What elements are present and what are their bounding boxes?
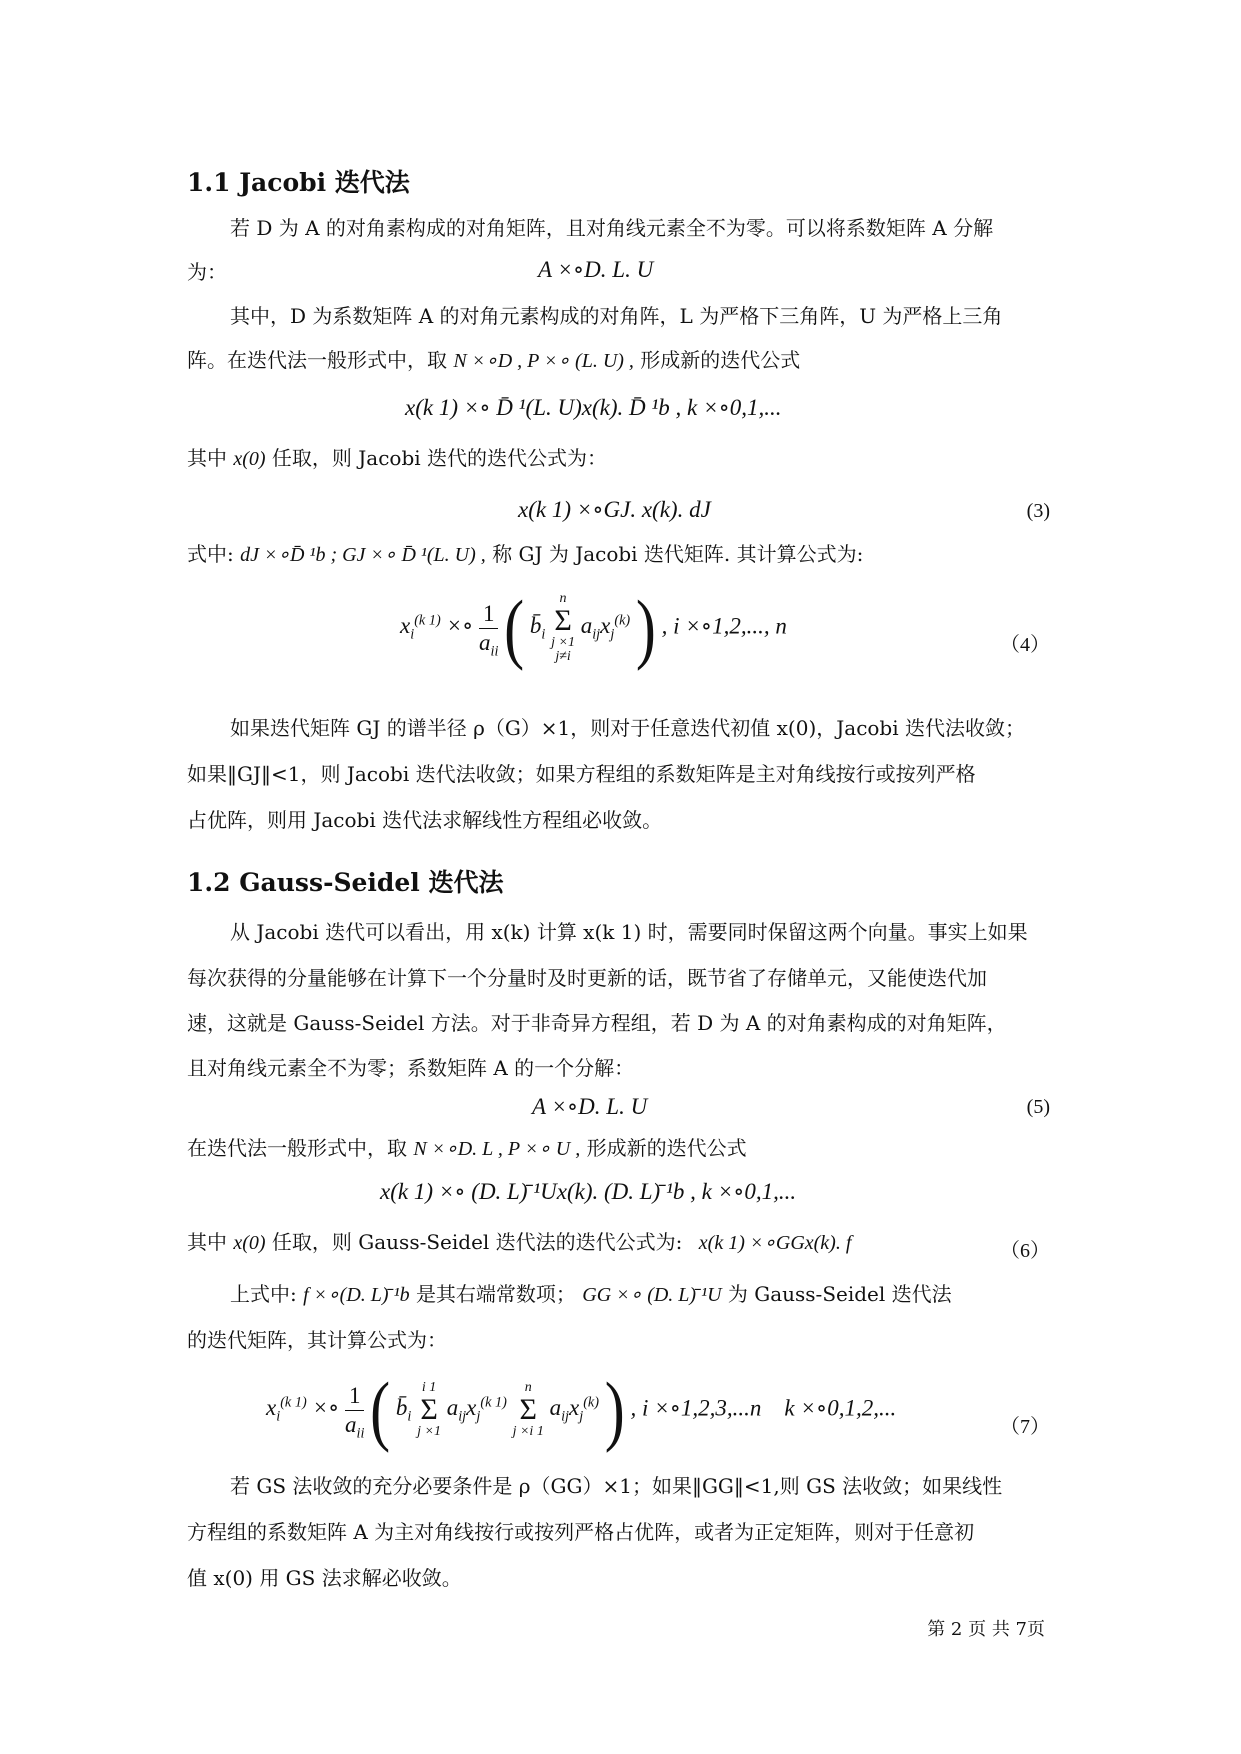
s2-p2-text-a: 在迭代法一般形式中，取 [187, 1136, 407, 1160]
s1-paragraph-3 [187, 448, 607, 469]
s1-p2-text-b: 形成新的迭代公式 [640, 348, 801, 372]
s2-paragraph-5-line-3: 值 x(0) 用 GS 法求解必收敛。 [187, 1566, 462, 1590]
s1-paragraph-2-line-1: 其中，D 为系数矩阵 A 的对角元素构成的对角阵，L 为严格下三角阵，U 为严格上三角 [230, 304, 1003, 328]
s2-p4-text-c: 为 Gauss-Seidel 迭代法 [727, 1282, 952, 1306]
equation-6: x(k 1) ×∘GGx(k). f [698, 1232, 852, 1254]
s2-paragraph-4-line-1 [230, 1284, 952, 1305]
equation-split: A ×∘D. L. U [538, 257, 654, 282]
s2-p4-math-1: f ×∘(D. L)̄ ¹b [303, 1284, 410, 1306]
s2-paragraph-3 [187, 1232, 851, 1253]
page-footer: 第 2 页 共 7页 [927, 1619, 1045, 1640]
s2-paragraph-5-line-2: 方程组的系数矩阵 A 为主对角线按行或按列严格占优阵，或者为正定矩阵，则对于任意初 [187, 1520, 975, 1544]
s1-paragraph-5-line-2: 如果‖GJ‖<1，则 Jacobi 迭代法收敛；如果方程组的系数矩阵是主对角线按行或按列严格 [187, 762, 976, 786]
s2-p3-text-a: 其中 [187, 1230, 227, 1254]
equation-6-number: （6） [1000, 1240, 1050, 1262]
equation-jacobi-general: x(k 1) ×∘ D̄ ¹(L. U)x(k). D̄ ¹b , k ×∘0,1,... [405, 395, 782, 420]
s1-p3-text-a: 其中 [187, 446, 227, 470]
equation-3: x(k 1) ×∘GJ. x(k). dJ [518, 497, 711, 522]
s2-paragraph-5-line-1: 若 GS 法收敛的充分必要条件是 ρ（GG）×1；如果‖GG‖<1,则 GS 法收敛；如果线性 [230, 1474, 1003, 1498]
s1-p4-math: dJ ×∘D̄ ¹b ; GJ ×∘ D̄ ¹(L. U) , [240, 544, 486, 566]
equation-4: $x_i^{(k 1)}$ ×∘ 1 $a_{ii}$ ( $b̄_i$ n Σ j ×1 j≠i $a_{ij}x_j^{(k)}$ ) , i ×∘1,2,..., n [400, 585, 787, 671]
s2-paragraph-1-line-3: 速，这就是 Gauss-Seidel 方法。对于非奇异方程组，若 D 为 A 的对角素构成的对角矩阵， [187, 1011, 1007, 1035]
s1-paragraph-5-line-1: 如果迭代矩阵 GJ 的谱半径 ρ（G）×1，则对于任意迭代初值 x(0)，Jacobi 迭代法收敛； [230, 716, 1025, 740]
s1-paragraph-2-line-2 [187, 350, 800, 371]
s2-p2-math: N ×∘D. L , P ×∘ U , [413, 1138, 581, 1160]
equation-7-number: （7） [1000, 1416, 1050, 1438]
s2-p3-text-b: 任取，则 Gauss-Seidel 迭代法的迭代公式为: [271, 1230, 683, 1254]
s2-paragraph-2 [187, 1138, 747, 1159]
s2-p4-text-b: 是其右端常数项； [415, 1282, 576, 1306]
s2-p4-text-a: 上式中: [230, 1282, 297, 1306]
section-2-title: 1.2 Gauss-Seidel 迭代法 [187, 868, 504, 897]
s1-paragraph-1-line-1: 若 D 为 A 的对角素构成的对角矩阵，且对角线元素全不为零。可以将系数矩阵 A 分解 [230, 216, 994, 240]
equation-7: $x_i^{(k 1)}$ ×∘ 1 $a_{ii}$ ( $b̄_i$ i 1 Σ j ×1 $a_{ij}x_j^{(k 1)}$ n Σ j ×i 1 $a_{ij}x_j^{(k)}$ ) , i ×∘1,2,3,...n k ×∘0,1,2,... [266, 1367, 897, 1453]
s2-p3-math: x(0) [233, 1232, 266, 1254]
s2-paragraph-1-line-1: 从 Jacobi 迭代可以看出，用 x(k) 计算 x(k 1) 时，需要同时保留这两个向量。事实上如果 [230, 920, 1028, 944]
equation-5-number: (5) [1026, 1096, 1050, 1118]
equation-gs-general: x(k 1) ×∘ (D. L)̄ ¹Ux(k). (D. L)̄ ¹b , k ×∘0,1,... [380, 1179, 797, 1204]
s2-p2-text-b: 形成新的迭代公式 [586, 1136, 747, 1160]
s2-p4-math-2: GG ×∘ (D. L)̄ ¹U [582, 1284, 722, 1306]
s2-paragraph-4-line-2: 的迭代矩阵，其计算公式为： [187, 1328, 447, 1352]
s1-p3-text-b: 任取，则 Jacobi 迭代的迭代公式为： [271, 446, 608, 470]
s1-paragraph-1-line-2: 为： [187, 260, 227, 284]
section-1-title: 1.1 Jacobi 迭代法 [187, 168, 410, 197]
s1-p3-math: x(0) [233, 448, 266, 470]
s2-paragraph-1-line-2: 每次获得的分量能够在计算下一个分量时及时更新的话，既节省了存储单元，又能使迭代加 [187, 966, 987, 990]
s1-p2-text-a: 阵。在迭代法一般形式中，取 [187, 348, 447, 372]
s2-paragraph-1-line-4: 且对角线元素全不为零；系数矩阵 A 的一个分解： [187, 1056, 635, 1080]
equation-3-number: (3) [1026, 500, 1050, 522]
s1-paragraph-4 [187, 544, 863, 565]
equation-4-number: （4） [1000, 634, 1050, 656]
s1-p4-text-b: 称 GJ 为 Jacobi 迭代矩阵. 其计算公式为: [492, 542, 864, 566]
equation-5: A ×∘D. L. U [532, 1094, 648, 1119]
s1-p4-text-a: 式中: [187, 542, 234, 566]
s1-p2-math: N ×∘D , P ×∘ (L. U) , [453, 350, 634, 372]
s1-paragraph-5-line-3: 占优阵，则用 Jacobi 迭代法求解线性方程组必收敛。 [187, 808, 663, 832]
